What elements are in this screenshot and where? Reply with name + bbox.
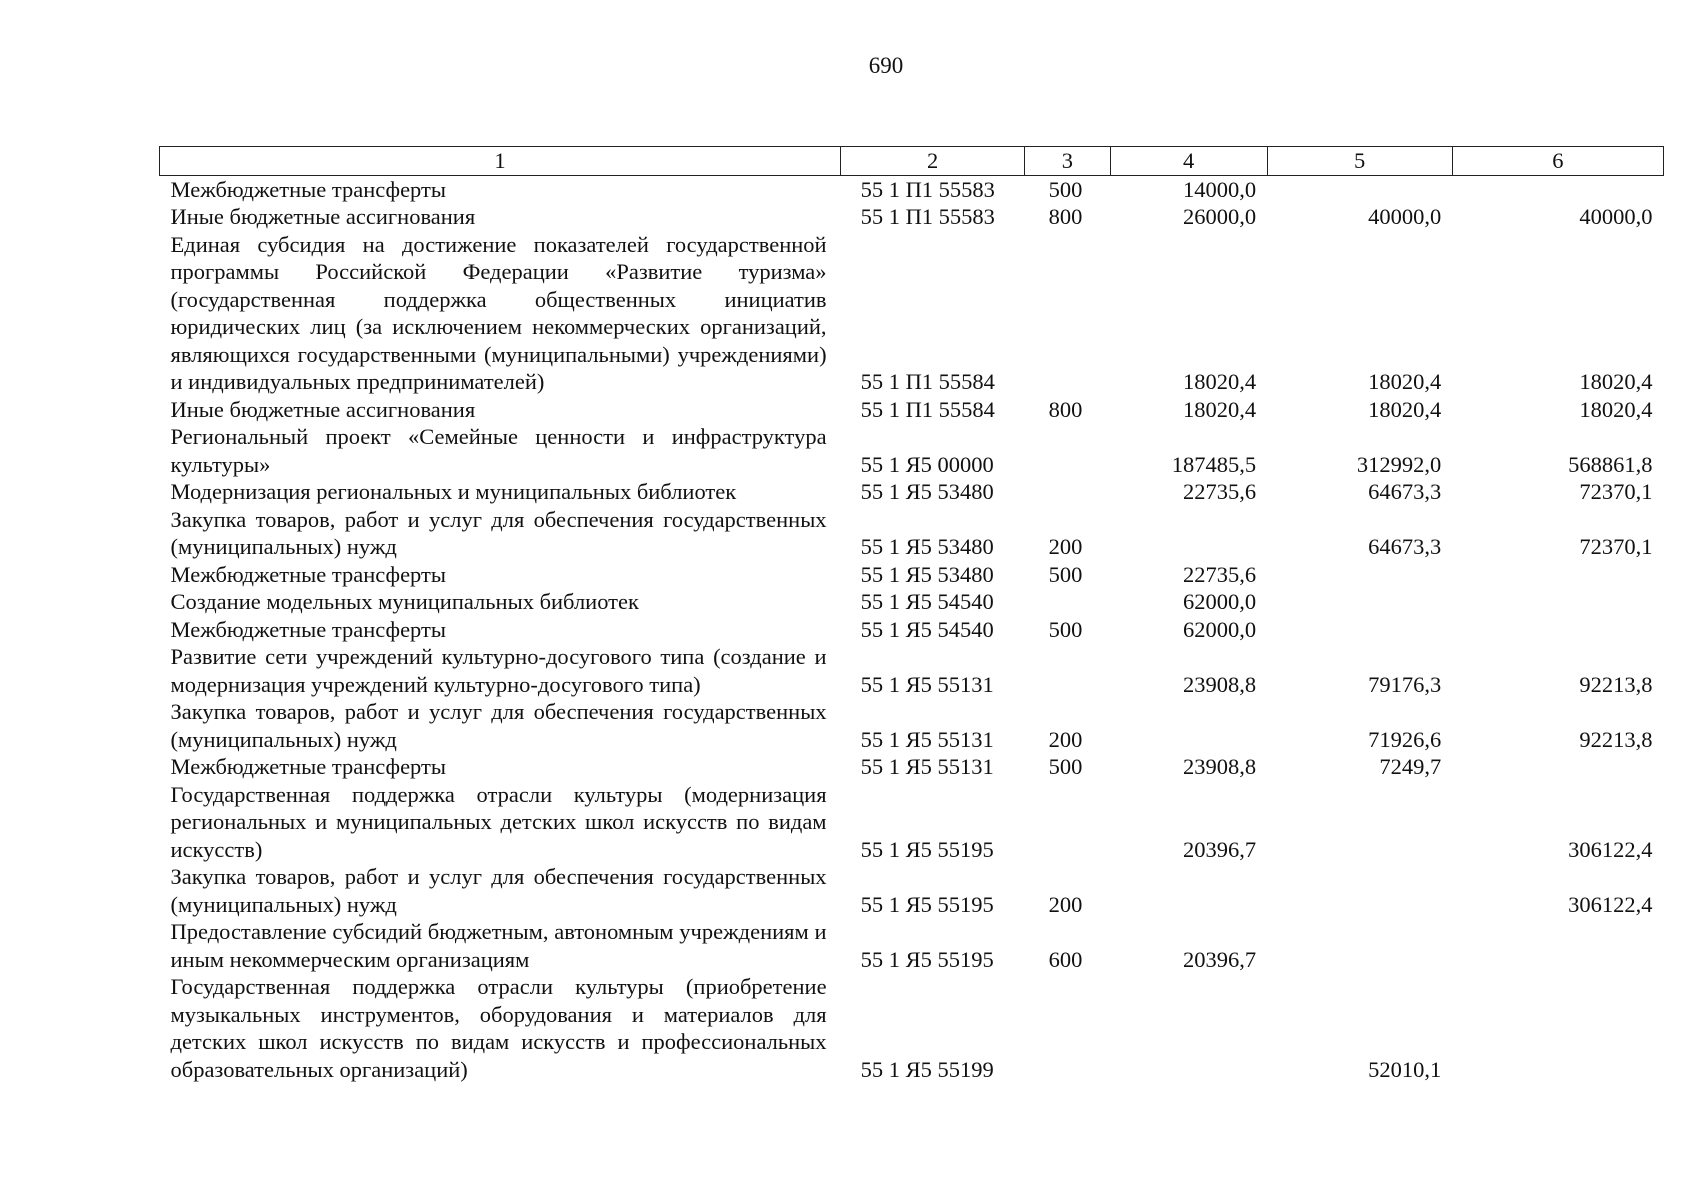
row-expense-type	[1025, 643, 1111, 698]
row-name: Предоставление субсидий бюджетным, автономным учреждениям и иным некоммерческим организациям	[170, 919, 827, 972]
row-name: Иные бюджетные ассигнования	[170, 396, 476, 422]
header-col-5: 5	[1267, 147, 1452, 176]
row-value-col4: 62000,0	[1182, 589, 1257, 614]
row-value-col6: 92213,8	[1579, 726, 1653, 752]
row-value-col5: 40000,0	[1368, 204, 1442, 229]
row-value-col6: 72370,1	[1579, 479, 1653, 504]
row-value-col6	[1452, 918, 1663, 973]
row-value-col6: 40000,0	[1579, 204, 1653, 229]
page-number: 690	[868, 53, 904, 78]
row-value-col6: 18020,4	[1579, 369, 1653, 394]
budget-table	[159, 146, 1664, 1083]
table-row	[160, 506, 1664, 561]
table-row	[160, 588, 1664, 616]
row-expense-type: 800	[1048, 204, 1083, 229]
row-value-col4: 26000,0	[1182, 204, 1257, 229]
row-name: Создание модельных муниципальных библиотек	[170, 589, 639, 614]
header-col-3: 3	[1025, 147, 1111, 176]
row-value-col5	[1267, 918, 1452, 973]
row-value-col6: 306122,4	[1568, 891, 1653, 917]
table-row	[160, 203, 1664, 231]
row-expense-type: 500	[1048, 754, 1083, 779]
header-col-2: 2	[841, 147, 1025, 176]
row-value-col5: 52010,1	[1368, 1056, 1442, 1082]
row-code: 55 1 П1 55584	[860, 396, 995, 422]
row-name: Государственная поддержка отрасли культуры (модернизация региональных и муниципальных детских школ искусств по видам искусств)	[170, 781, 827, 862]
row-code: 55 1 П1 55583	[860, 204, 995, 229]
table-row	[160, 423, 1664, 478]
row-name: Государственная поддержка отрасли культуры (приобретение музыкальных инструментов, оборудования и материалов для детских школ искусств по видам искусств и профессиональных образовательных организаций)	[170, 974, 827, 1082]
row-expense-type: 500	[1048, 616, 1083, 642]
table-row	[160, 616, 1664, 644]
row-value-col4: 18020,4	[1182, 369, 1257, 394]
row-value-col5	[1267, 781, 1452, 864]
row-code: 55 1 Я5 55199	[860, 1056, 994, 1082]
row-name: Закупка товаров, работ и услуг для обеспечения государственных (муниципальных) нужд	[170, 506, 827, 559]
row-expense-type: 200	[1048, 726, 1083, 752]
table-body	[160, 175, 1664, 1083]
row-value-col5	[1267, 561, 1452, 589]
row-expense-type: 600	[1048, 946, 1083, 972]
row-value-col6: 92213,8	[1579, 671, 1653, 697]
row-value-col4: 187485,5	[1171, 451, 1257, 477]
row-value-col4: 22735,6	[1182, 479, 1257, 504]
row-expense-type	[1025, 231, 1111, 396]
table-header-row	[160, 147, 1664, 176]
row-name: Межбюджетные трансферты	[170, 561, 446, 587]
table-row	[160, 396, 1664, 424]
row-name: Региональный проект «Семейные ценности и инфраструктура культуры»	[170, 424, 827, 477]
row-expense-type	[1025, 478, 1111, 506]
row-code: 55 1 Я5 53480	[860, 534, 994, 559]
row-value-col5: 7249,7	[1379, 754, 1442, 779]
row-code: 55 1 Я5 55131	[860, 754, 994, 779]
row-value-col4: 20396,7	[1182, 836, 1257, 862]
row-code: 55 1 П1 55584	[860, 369, 995, 394]
row-expense-type	[1025, 588, 1111, 616]
row-value-col4: 23908,8	[1182, 671, 1257, 697]
row-code: 55 1 Я5 53480	[860, 479, 994, 504]
row-value-col6	[1452, 175, 1663, 203]
row-name: Развитие сети учреждений культурно-досугового типа (создание и модернизация учреждений культурно-досугового типа)	[170, 644, 827, 697]
row-expense-type: 200	[1048, 534, 1083, 559]
row-name: Закупка товаров, работ и услуг для обеспечения государственных (муниципальных) нужд	[170, 699, 827, 752]
row-name: Межбюджетные трансферты	[170, 754, 446, 779]
row-value-col5: 64673,3	[1368, 479, 1442, 504]
row-value-col4	[1110, 506, 1267, 561]
row-value-col5: 64673,3	[1368, 534, 1442, 559]
row-expense-type	[1025, 973, 1111, 1083]
row-code: 55 1 Я5 55131	[860, 671, 994, 697]
row-value-col4: 18020,4	[1182, 396, 1257, 422]
row-code: 55 1 Я5 55195	[860, 891, 994, 917]
row-value-col6: 18020,4	[1579, 396, 1653, 422]
row-value-col5: 71926,6	[1368, 726, 1442, 752]
table-row	[160, 175, 1664, 203]
row-value-col6	[1452, 616, 1663, 644]
row-value-col6	[1452, 561, 1663, 589]
row-name: Иные бюджетные ассигнования	[170, 204, 476, 229]
row-name: Межбюджетные трансферты	[170, 176, 446, 202]
row-expense-type: 500	[1048, 561, 1083, 587]
row-expense-type: 200	[1048, 891, 1083, 917]
row-code: 55 1 Я5 55195	[860, 836, 994, 862]
header-col-6: 6	[1452, 147, 1663, 176]
table-row	[160, 478, 1664, 506]
row-value-col5: 312992,0	[1356, 451, 1442, 477]
row-value-col5	[1267, 616, 1452, 644]
row-value-col4: 20396,7	[1182, 946, 1257, 972]
table-row	[160, 561, 1664, 589]
table-row	[160, 753, 1664, 781]
row-value-col5	[1267, 863, 1452, 918]
row-value-col4: 14000,0	[1182, 176, 1257, 202]
row-value-col6: 72370,1	[1579, 534, 1653, 559]
row-code: 55 1 Я5 53480	[860, 561, 994, 587]
row-code: 55 1 Я5 54540	[860, 616, 994, 642]
row-code: 55 1 Я5 00000	[860, 451, 994, 477]
table-row	[160, 863, 1664, 918]
row-name: Единая субсидия на достижение показателей государственной программы Российской Федерации «Развитие туризма» (государственная поддержка общественных инициатив юридических лиц (за исключением некоммерческих организаций, являющихся государственными (муниципальными) учреждениями) и индивидуальных предпринимателей)	[170, 231, 827, 394]
row-value-col6	[1452, 973, 1663, 1083]
row-value-col5: 18020,4	[1368, 396, 1442, 422]
table-row	[160, 231, 1664, 396]
row-value-col4: 22735,6	[1182, 561, 1257, 587]
row-value-col6: 568861,8	[1568, 451, 1653, 477]
row-expense-type: 500	[1048, 176, 1083, 202]
header-col-1: 1	[160, 147, 841, 176]
row-value-col6	[1452, 753, 1663, 781]
row-value-col5: 18020,4	[1368, 369, 1442, 394]
row-expense-type: 800	[1048, 396, 1083, 422]
row-name: Закупка товаров, работ и услуг для обеспечения государственных (муниципальных) нужд	[170, 864, 827, 917]
row-name: Межбюджетные трансферты	[170, 616, 446, 642]
row-value-col5	[1267, 588, 1452, 616]
header-col-4: 4	[1110, 147, 1267, 176]
row-value-col6	[1452, 588, 1663, 616]
row-expense-type	[1025, 423, 1111, 478]
row-value-col4	[1110, 698, 1267, 753]
row-value-col6: 306122,4	[1568, 836, 1653, 862]
row-code: 55 1 Я5 55195	[860, 946, 994, 972]
table-row	[160, 698, 1664, 753]
row-code: 55 1 Я5 54540	[860, 589, 994, 614]
row-value-col4	[1110, 973, 1267, 1083]
row-value-col5: 79176,3	[1368, 671, 1442, 697]
row-code: 55 1 Я5 55131	[860, 726, 994, 752]
row-value-col4: 23908,8	[1182, 754, 1257, 779]
row-value-col4: 62000,0	[1182, 616, 1257, 642]
table-row	[160, 973, 1664, 1083]
row-code: 55 1 П1 55583	[860, 176, 995, 202]
table-row	[160, 643, 1664, 698]
row-value-col4	[1110, 863, 1267, 918]
row-name: Модернизация региональных и муниципальных библиотек	[170, 479, 737, 504]
row-expense-type	[1025, 781, 1111, 864]
row-value-col5	[1267, 175, 1452, 203]
table-row	[160, 781, 1664, 864]
table-row	[160, 918, 1664, 973]
